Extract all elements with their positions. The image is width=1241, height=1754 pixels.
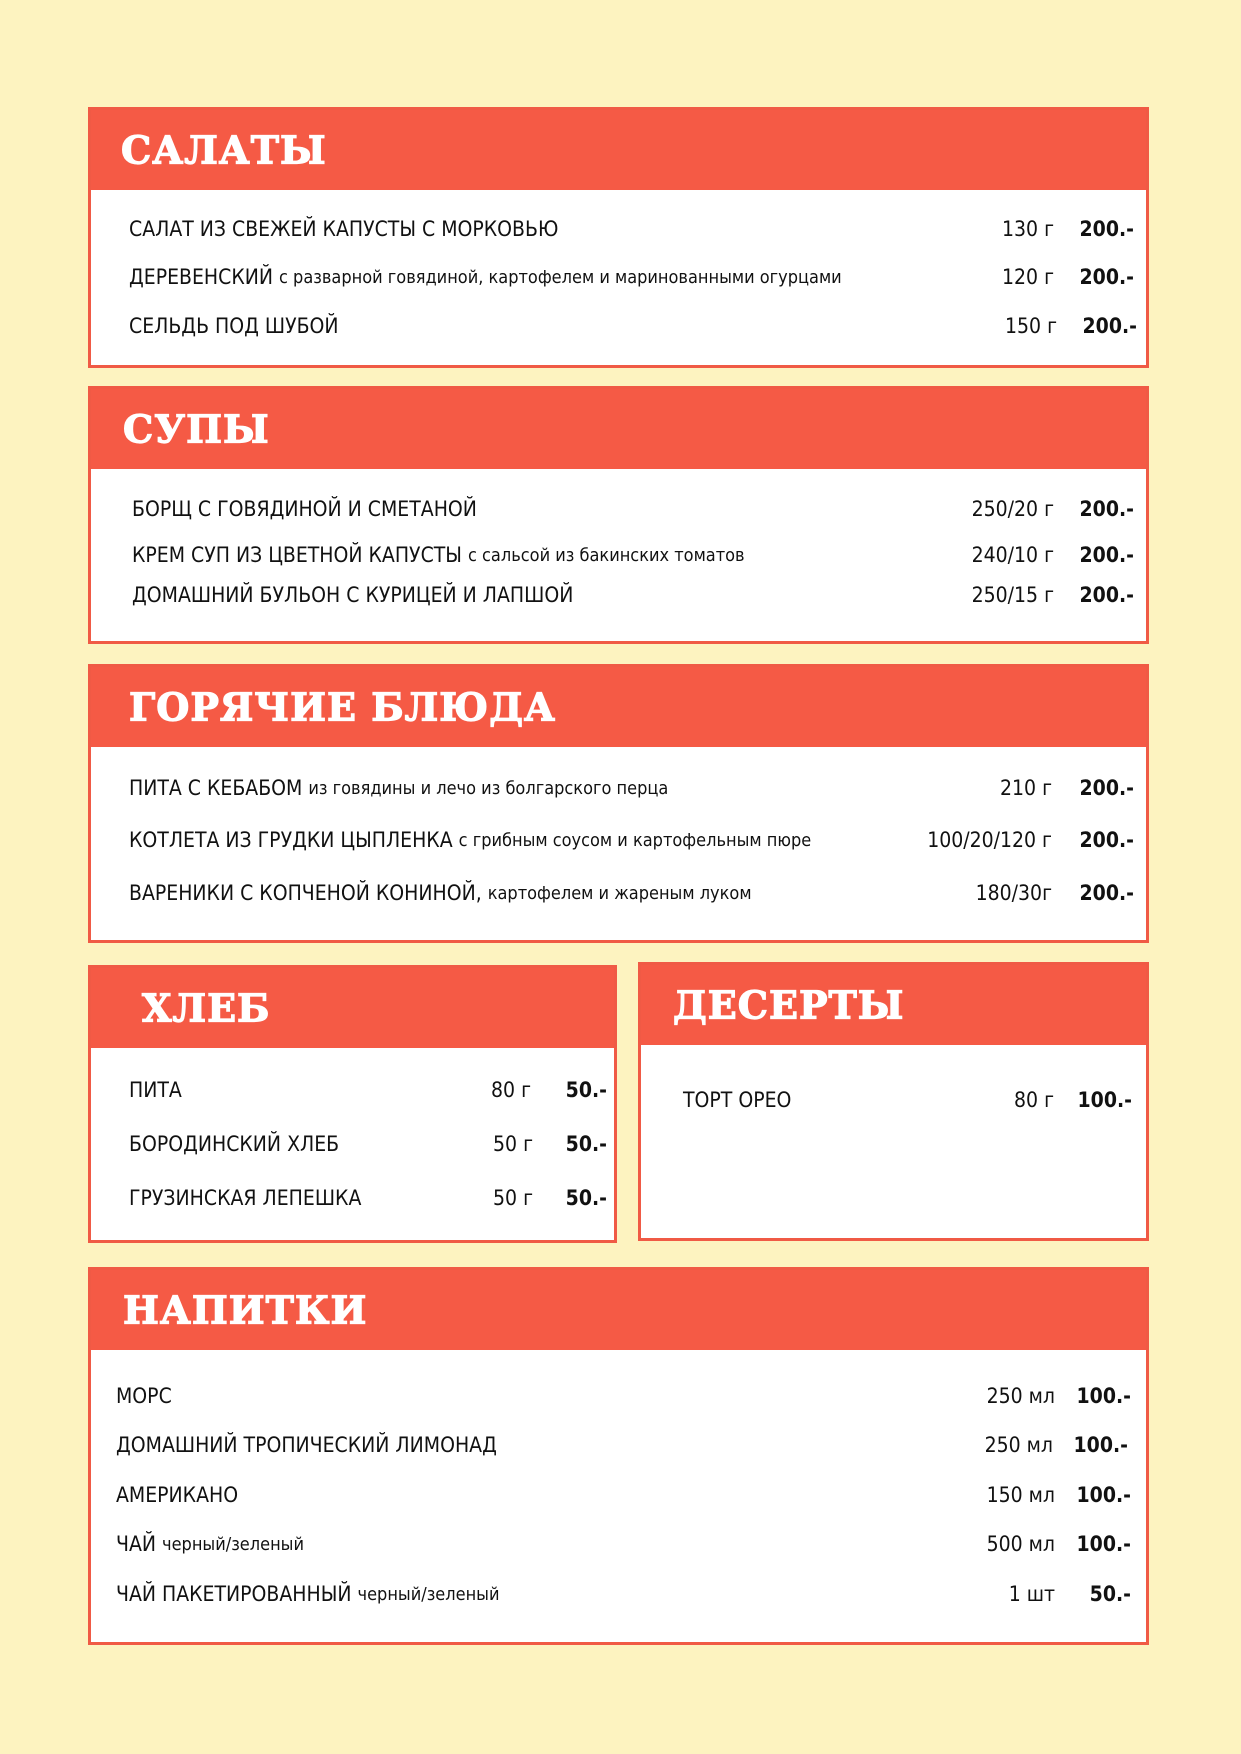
item-weight: 80 г	[491, 1078, 531, 1102]
menu-item	[91, 878, 1146, 908]
item-note: черный/зеленый	[162, 1533, 304, 1555]
item-weight: 210 г	[1000, 776, 1052, 800]
item-name: БОРЩ С ГОВЯДИНОЙ И СМЕТАНОЙ	[132, 497, 477, 521]
bread-section	[88, 965, 617, 1243]
item-name: ДОМАШНИЙ БУЛЬОН С КУРИЦЕЙ И ЛАПШОЙ	[132, 583, 574, 607]
item-note: картофелем и жареным луком	[487, 882, 752, 904]
item-weight: 130 г	[1002, 217, 1054, 241]
item-note: из говядины и лечо из болгарского перца	[308, 777, 669, 799]
item-price: 200.-	[1079, 583, 1134, 607]
menu-item	[91, 580, 1146, 610]
menu-item	[91, 262, 1146, 292]
item-name: САЛАТ ИЗ СВЕЖЕЙ КАПУСТЫ С МОРКОВЬЮ	[129, 217, 559, 241]
item-name: ПИТА	[129, 1078, 182, 1102]
item-price: 200.-	[1079, 776, 1134, 800]
item-note: с грибным соусом и картофельным пюре	[458, 829, 812, 851]
item-weight: 250 мл	[984, 1433, 1053, 1457]
item-weight: 500 мл	[986, 1532, 1055, 1556]
menu-item	[91, 540, 1146, 570]
menu-item	[91, 773, 1146, 803]
item-price: 200.-	[1082, 314, 1137, 338]
bread-title: ХЛЕБ	[142, 985, 271, 1031]
menu-item	[91, 311, 1146, 341]
item-name: АМЕРИКАНО	[116, 1483, 239, 1507]
item-price: 200.-	[1079, 497, 1134, 521]
item-price: 100.-	[1076, 1532, 1131, 1556]
item-name: ГРУЗИНСКАЯ ЛЕПЕШКА	[129, 1186, 362, 1210]
menu-item	[91, 1529, 1146, 1559]
drinks-title: НАПИТКИ	[123, 1287, 368, 1333]
item-price: 100.-	[1073, 1433, 1128, 1457]
item-note: с сальсой из бакинских томатов	[467, 544, 745, 566]
menu-item	[91, 494, 1146, 524]
item-weight: 250 мл	[986, 1384, 1055, 1408]
item-name: МОРС	[116, 1384, 172, 1408]
item-price: 100.-	[1077, 1088, 1132, 1112]
item-price: 50.-	[565, 1078, 607, 1102]
desserts-title: ДЕСЕРТЫ	[673, 982, 905, 1028]
soups-section	[88, 386, 1149, 644]
item-weight: 50 г	[493, 1186, 533, 1210]
item-name: ДОМАШНИЙ ТРОПИЧЕСКИЙ ЛИМОНАД	[116, 1433, 497, 1457]
menu-item	[91, 1183, 614, 1213]
item-weight: 240/10 г	[971, 543, 1054, 567]
item-weight: 250/15 г	[971, 583, 1054, 607]
menu-item	[91, 1129, 614, 1159]
item-name: ДЕРЕВЕНСКИЙ	[129, 265, 274, 289]
menu-item	[641, 1085, 1146, 1115]
desserts-header	[641, 965, 1146, 1045]
item-price: 50.-	[565, 1132, 607, 1156]
menu-item	[91, 214, 1146, 244]
item-weight: 150 г	[1005, 314, 1057, 338]
item-note: черный/зеленый	[357, 1583, 500, 1605]
item-name: ЧАЙ	[116, 1532, 157, 1556]
item-name: КОТЛЕТА ИЗ ГРУДКИ ЦЫПЛЕНКА	[129, 828, 453, 852]
item-price: 200.-	[1079, 217, 1134, 241]
item-weight: 50 г	[493, 1132, 533, 1156]
item-weight: 180/30г	[975, 881, 1052, 905]
item-name: ВАРЕНИКИ С КОПЧЕНОЙ КОНИНОЙ,	[129, 881, 482, 905]
item-name: ПИТА С КЕБАБОМ	[129, 776, 303, 800]
item-weight: 80 г	[1014, 1088, 1054, 1112]
item-weight: 120 г	[1002, 265, 1054, 289]
item-price: 200.-	[1079, 543, 1134, 567]
menu-item	[91, 1075, 614, 1105]
menu-item	[91, 1430, 1146, 1460]
desserts-section	[638, 962, 1149, 1241]
bread-header	[91, 968, 614, 1048]
item-price: 50.-	[565, 1186, 607, 1210]
item-name: БОРОДИНСКИЙ ХЛЕБ	[129, 1132, 340, 1156]
drinks-header	[91, 1270, 1146, 1350]
item-price: 100.-	[1076, 1483, 1131, 1507]
menu-item	[91, 1579, 1146, 1609]
item-name: СЕЛЬДЬ ПОД ШУБОЙ	[129, 314, 339, 338]
item-name: КРЕМ СУП ИЗ ЦВЕТНОЙ КАПУСТЫ	[132, 543, 462, 567]
hot-dishes-section	[88, 664, 1149, 943]
menu-item	[91, 1480, 1146, 1510]
item-note: с разварной говядиной, картофелем и маринованными огурцами	[279, 266, 842, 288]
item-price: 200.-	[1079, 881, 1134, 905]
menu-item	[91, 1381, 1146, 1411]
drinks-section	[88, 1267, 1149, 1645]
item-weight: 1 шт	[1008, 1582, 1055, 1606]
soups-title: СУПЫ	[123, 406, 270, 452]
hot-dishes-header	[91, 667, 1146, 747]
menu-item	[91, 825, 1146, 855]
soups-header	[91, 389, 1146, 469]
item-price: 200.-	[1079, 828, 1134, 852]
item-weight: 250/20 г	[971, 497, 1054, 521]
item-weight: 150 мл	[986, 1483, 1055, 1507]
salads-title: САЛАТЫ	[121, 127, 327, 173]
item-price: 50.-	[1089, 1582, 1131, 1606]
item-weight: 100/20/120 г	[927, 828, 1052, 852]
salads-header	[91, 110, 1146, 190]
item-price: 200.-	[1079, 265, 1134, 289]
salads-section	[88, 107, 1149, 368]
item-price: 100.-	[1076, 1384, 1131, 1408]
item-name: ТОРТ ОРЕО	[683, 1088, 792, 1112]
hot-dishes-title: ГОРЯЧИЕ БЛЮДА	[129, 684, 556, 730]
item-name: ЧАЙ ПАКЕТИРОВАННЫЙ	[116, 1582, 352, 1606]
